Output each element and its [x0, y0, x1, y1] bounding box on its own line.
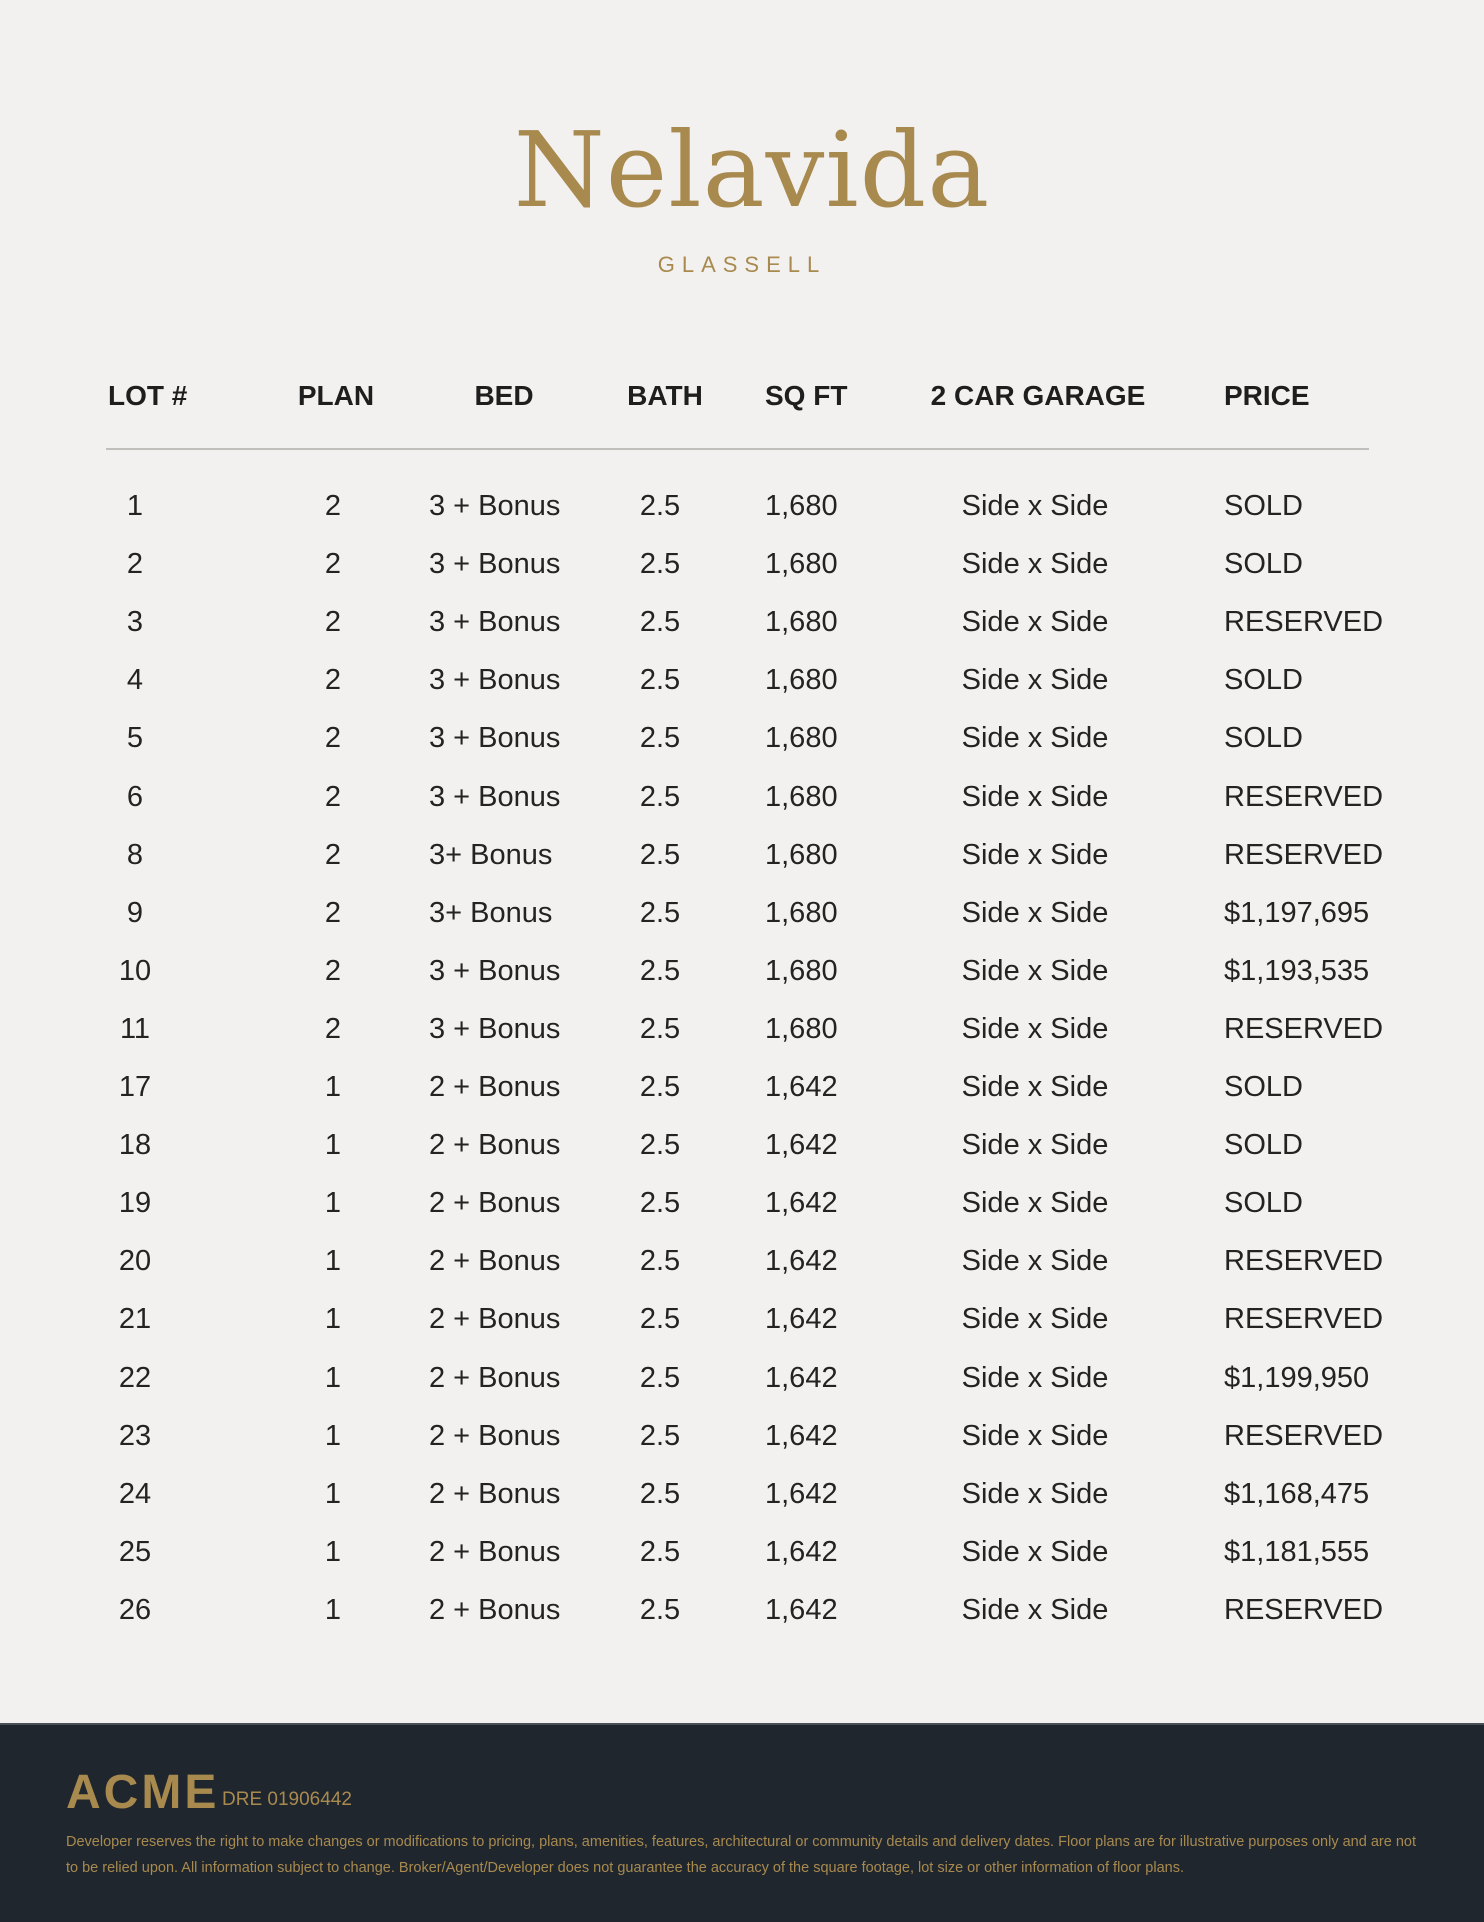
disclaimer-text: Developer reserves the right to make changes or modifications to pricing, plans, amenities, features, architectural or community details and delivery dates. Floor plans are for illustrative purposes only and are not to be relied upon. All information subject to change. Broker/Agent/Developer does not guarantee the accuracy of the square footage, lot size or other information of floor plans.	[66, 1834, 1416, 1876]
cell-bed: 2 + Bonus	[429, 1361, 561, 1394]
cell-sqft: 1,642	[765, 1477, 838, 1510]
table-row	[0, 1362, 1484, 1402]
cell-lot: 4	[126, 664, 144, 697]
cell-lot: 8	[126, 838, 144, 871]
table-row	[0, 897, 1484, 937]
cell-bath: 2.5	[639, 548, 681, 581]
footer	[0, 1723, 1484, 1922]
column-header-bath: BATH	[627, 380, 703, 411]
cell-bed: 2 + Bonus	[429, 1187, 561, 1220]
cell-plan: 1	[324, 1477, 342, 1510]
cell-lot: 19	[118, 1187, 152, 1220]
cell-lot: 3	[126, 606, 144, 639]
cell-plan: 2	[324, 548, 342, 581]
cell-sqft: 1,642	[765, 1187, 838, 1220]
table-row	[0, 781, 1484, 821]
cell-garage: Side x Side	[961, 954, 1109, 987]
cell-sqft: 1,680	[765, 606, 838, 639]
cell-bath: 2.5	[639, 1419, 681, 1452]
cell-sqft: 1,680	[765, 780, 838, 813]
cell-price: RESERVED	[1224, 780, 1384, 813]
cell-lot: 24	[118, 1477, 152, 1510]
cell-sqft: 1,680	[765, 722, 838, 755]
cell-plan: 2	[324, 490, 342, 522]
column-header-lot: LOT #	[108, 380, 188, 411]
cell-lot: 21	[118, 1303, 152, 1336]
column-header-price: PRICE	[1224, 380, 1310, 411]
cell-sqft: 1,642	[765, 1071, 838, 1103]
cell-garage: Side x Side	[961, 1129, 1109, 1162]
cell-garage: Side x Side	[961, 838, 1109, 871]
cell-bath: 2.5	[639, 838, 681, 871]
table-row	[0, 1129, 1484, 1169]
cell-price: RESERVED	[1224, 606, 1384, 639]
table-row	[0, 839, 1484, 879]
cell-garage: Side x Side	[961, 664, 1109, 697]
table-row	[0, 606, 1484, 646]
table-header	[0, 380, 1484, 416]
column-header-sqft: SQ FT	[765, 380, 848, 411]
cell-bed: 3 + Bonus	[429, 954, 561, 987]
license-number: DRE 01906442	[222, 1789, 352, 1810]
cell-sqft: 1,680	[765, 548, 838, 581]
cell-plan: 1	[324, 1129, 342, 1162]
cell-sqft: 1,680	[765, 954, 838, 987]
cell-lot: 11	[119, 1012, 151, 1045]
cell-bath: 2.5	[639, 780, 681, 813]
column-header-garage: 2 CAR GARAGE	[930, 380, 1146, 411]
cell-plan: 2	[324, 606, 342, 639]
table-row	[0, 722, 1484, 762]
cell-bath: 2.5	[639, 722, 681, 755]
cell-sqft: 1,642	[765, 1535, 838, 1568]
table-row	[0, 955, 1484, 995]
table-row	[0, 1071, 1484, 1111]
table-row	[0, 664, 1484, 704]
cell-price: SOLD	[1224, 490, 1303, 522]
cell-lot: 26	[118, 1593, 152, 1626]
cell-lot: 1	[126, 490, 144, 522]
cell-garage: Side x Side	[961, 1187, 1109, 1220]
cell-plan: 2	[324, 1012, 342, 1045]
cell-bath: 2.5	[639, 1535, 681, 1568]
cell-plan: 1	[324, 1187, 342, 1220]
cell-sqft: 1,642	[765, 1303, 838, 1336]
table-row	[0, 1478, 1484, 1518]
cell-plan: 2	[324, 954, 342, 987]
cell-bed: 2 + Bonus	[429, 1303, 561, 1336]
cell-lot: 5	[126, 722, 144, 755]
cell-plan: 1	[324, 1419, 342, 1452]
brand-logo: ACME	[66, 1766, 220, 1819]
table-row	[0, 1013, 1484, 1053]
cell-bath: 2.5	[639, 606, 681, 639]
cell-bath: 2.5	[639, 1245, 681, 1278]
cell-plan: 1	[324, 1361, 342, 1394]
cell-bed: 3+ Bonus	[429, 896, 553, 929]
cell-bed: 2 + Bonus	[429, 1071, 561, 1103]
table-row	[0, 1303, 1484, 1343]
cell-plan: 1	[324, 1071, 342, 1103]
cell-lot: 17	[118, 1071, 152, 1103]
logo-wordmark: Nelavida	[513, 109, 991, 231]
cell-sqft: 1,680	[765, 1012, 838, 1045]
cell-bath: 2.5	[639, 1187, 681, 1220]
cell-sqft: 1,642	[765, 1129, 838, 1162]
cell-bath: 2.5	[639, 1361, 681, 1394]
cell-bath: 2.5	[639, 1593, 681, 1626]
cell-price: SOLD	[1224, 1187, 1303, 1220]
cell-price: SOLD	[1224, 664, 1303, 697]
cell-bath: 2.5	[639, 1477, 681, 1510]
table-row	[0, 1594, 1484, 1634]
cell-plan: 2	[324, 838, 342, 871]
cell-sqft: 1,642	[765, 1419, 838, 1452]
column-header-bed: BED	[474, 380, 534, 411]
cell-price: RESERVED	[1224, 1245, 1384, 1278]
cell-garage: Side x Side	[961, 896, 1109, 929]
cell-lot: 9	[126, 896, 144, 929]
cell-price: RESERVED	[1224, 1012, 1384, 1045]
cell-sqft: 1,680	[765, 896, 838, 929]
cell-plan: 2	[324, 896, 342, 929]
cell-bed: 3 + Bonus	[429, 780, 561, 813]
column-header-plan: PLAN	[297, 380, 375, 411]
cell-price: $1,193,535	[1224, 954, 1370, 987]
cell-bath: 2.5	[639, 1012, 681, 1045]
cell-sqft: 1,680	[765, 664, 838, 697]
cell-garage: Side x Side	[961, 1245, 1109, 1278]
cell-price: SOLD	[1224, 1129, 1303, 1162]
cell-bed: 3 + Bonus	[429, 1012, 561, 1045]
cell-price: $1,197,695	[1224, 896, 1370, 929]
table-row	[0, 1536, 1484, 1576]
cell-price: RESERVED	[1224, 1303, 1384, 1336]
cell-garage: Side x Side	[961, 722, 1109, 755]
cell-garage: Side x Side	[961, 1477, 1109, 1510]
cell-plan: 1	[324, 1245, 342, 1278]
cell-price: RESERVED	[1224, 838, 1384, 871]
table-row	[0, 548, 1484, 588]
cell-lot: 20	[118, 1245, 152, 1278]
cell-bath: 2.5	[639, 1129, 681, 1162]
cell-plan: 1	[324, 1593, 342, 1626]
cell-bath: 2.5	[639, 896, 681, 929]
cell-lot: 18	[118, 1129, 152, 1162]
cell-sqft: 1,680	[765, 490, 838, 522]
cell-bath: 2.5	[639, 954, 681, 987]
cell-lot: 2	[126, 548, 144, 581]
cell-lot: 23	[118, 1419, 152, 1452]
table-row	[0, 490, 1484, 530]
cell-garage: Side x Side	[961, 780, 1109, 813]
logo-subtitle: GLASSELL	[657, 252, 827, 277]
cell-plan: 1	[324, 1303, 342, 1336]
cell-price: SOLD	[1224, 722, 1303, 755]
cell-bath: 2.5	[639, 1303, 681, 1336]
cell-garage: Side x Side	[961, 1535, 1109, 1568]
cell-garage: Side x Side	[961, 1419, 1109, 1452]
cell-lot: 10	[118, 954, 152, 987]
cell-garage: Side x Side	[961, 548, 1109, 581]
cell-garage: Side x Side	[961, 606, 1109, 639]
cell-bed: 3 + Bonus	[429, 722, 561, 755]
table-row	[0, 1245, 1484, 1285]
cell-lot: 25	[118, 1535, 152, 1568]
cell-price: SOLD	[1224, 548, 1303, 581]
cell-plan: 2	[324, 664, 342, 697]
cell-price: $1,168,475	[1224, 1477, 1370, 1510]
cell-price: $1,199,950	[1224, 1361, 1370, 1394]
cell-bed: 2 + Bonus	[429, 1477, 561, 1510]
cell-bed: 3 + Bonus	[429, 548, 561, 581]
cell-garage: Side x Side	[961, 1593, 1109, 1626]
cell-sqft: 1,680	[765, 838, 838, 871]
cell-garage: Side x Side	[961, 1303, 1109, 1336]
cell-lot: 22	[118, 1361, 152, 1394]
cell-price: $1,181,555	[1224, 1535, 1370, 1568]
cell-garage: Side x Side	[961, 1012, 1109, 1045]
cell-bed: 2 + Bonus	[429, 1245, 561, 1278]
cell-bed: 3 + Bonus	[429, 664, 561, 697]
cell-garage: Side x Side	[961, 1361, 1109, 1394]
cell-lot: 6	[126, 780, 144, 813]
cell-plan: 2	[324, 780, 342, 813]
cell-bed: 2 + Bonus	[429, 1535, 561, 1568]
cell-price: RESERVED	[1224, 1593, 1384, 1626]
cell-bed: 2 + Bonus	[429, 1129, 561, 1162]
header-divider	[106, 448, 1369, 450]
cell-bed: 3+ Bonus	[429, 838, 553, 871]
cell-price: SOLD	[1224, 1071, 1303, 1103]
cell-bed: 3 + Bonus	[429, 606, 561, 639]
cell-garage: Side x Side	[961, 1071, 1109, 1103]
table-row	[0, 1187, 1484, 1227]
cell-plan: 2	[324, 722, 342, 755]
cell-bed: 2 + Bonus	[429, 1419, 561, 1452]
cell-plan: 1	[324, 1535, 342, 1568]
cell-bath: 2.5	[639, 1071, 681, 1103]
cell-sqft: 1,642	[765, 1245, 838, 1278]
cell-bed: 3 + Bonus	[429, 490, 561, 522]
table-row	[0, 1420, 1484, 1460]
cell-sqft: 1,642	[765, 1361, 838, 1394]
cell-bath: 2.5	[639, 490, 681, 522]
cell-bath: 2.5	[639, 664, 681, 697]
cell-garage: Side x Side	[961, 490, 1109, 522]
cell-sqft: 1,642	[765, 1593, 838, 1626]
cell-bed: 2 + Bonus	[429, 1593, 561, 1626]
cell-price: RESERVED	[1224, 1419, 1384, 1452]
